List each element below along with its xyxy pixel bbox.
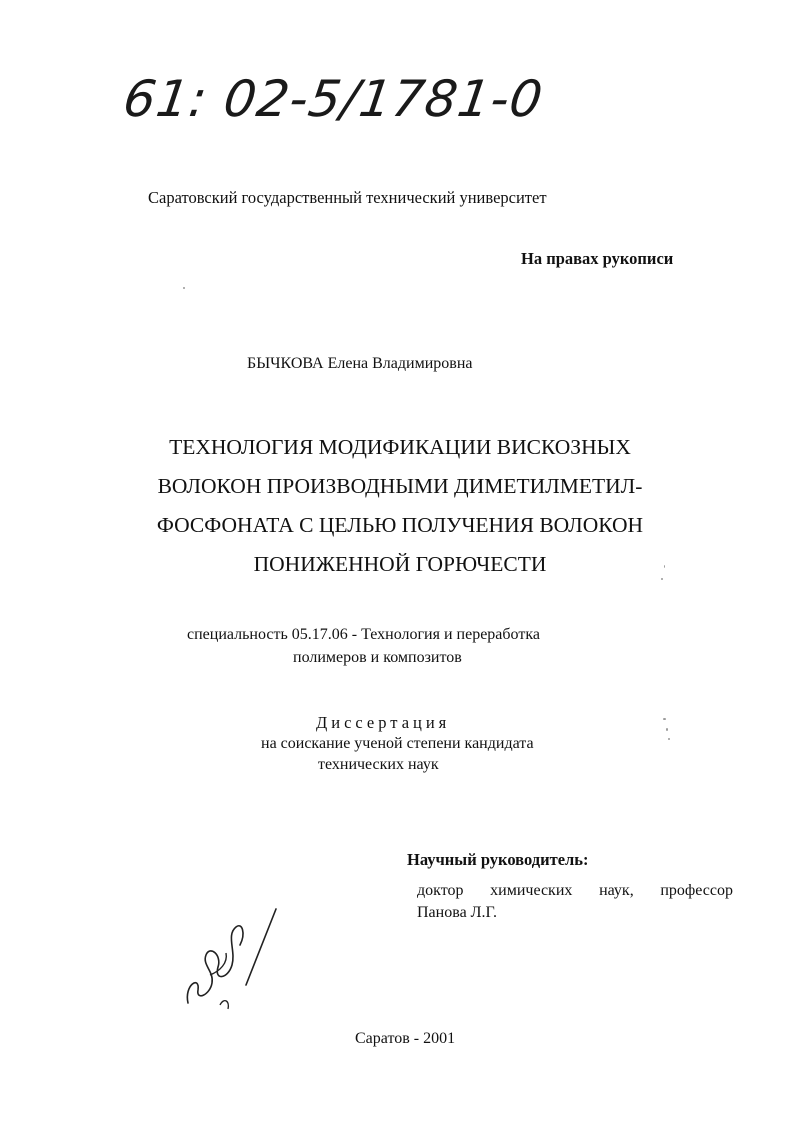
- dissertation-degree-line: на соискание ученой степени кандидата: [261, 735, 534, 752]
- scan-speck: [666, 728, 668, 731]
- city-year: Саратов - 2001: [355, 1030, 456, 1047]
- title-line: ФОСФОНАТА С ЦЕЛЬЮ ПОЛУЧЕНИЯ ВОЛОКОН: [156, 513, 644, 537]
- scan-speck: [183, 287, 185, 289]
- scan-speck: [668, 738, 670, 740]
- title-line: ВОЛОКОН ПРОИЗВОДНЫМИ ДИМЕТИЛМЕТИЛ-: [157, 474, 643, 498]
- handwritten-signature: [180, 905, 290, 1015]
- specialty-line-1: специальность 05.17.06 - Технология и переработка: [187, 626, 540, 643]
- scan-speck: [663, 718, 666, 720]
- supervisor-degree: доктор химических наук, профессор: [417, 882, 733, 899]
- dissertation-field-line: технических наук: [318, 756, 439, 773]
- rights-note: На правах рукописи: [521, 249, 674, 268]
- supervisor-name: Панова Л.Г.: [417, 904, 497, 921]
- supervisor-label: Научный руководитель:: [407, 850, 589, 869]
- title-line: ТЕХНОЛОГИЯ МОДИФИКАЦИИ ВИСКОЗНЫХ: [169, 435, 631, 459]
- title-line: ПОНИЖЕННОЙ ГОРЮЧЕСТИ: [253, 552, 547, 576]
- author-name: БЫЧКОВА Елена Владимировна: [247, 355, 473, 372]
- specialty-line-2: полимеров и композитов: [293, 649, 462, 666]
- archive-stamp: 61: 02-5/1781-0: [119, 70, 547, 128]
- dissertation-label: Диссертация: [316, 713, 451, 732]
- scan-speck: [661, 578, 663, 580]
- dissertation-title: [140, 428, 660, 584]
- university-name: Саратовский государственный технический университет: [148, 188, 547, 207]
- scan-speck: [664, 565, 665, 568]
